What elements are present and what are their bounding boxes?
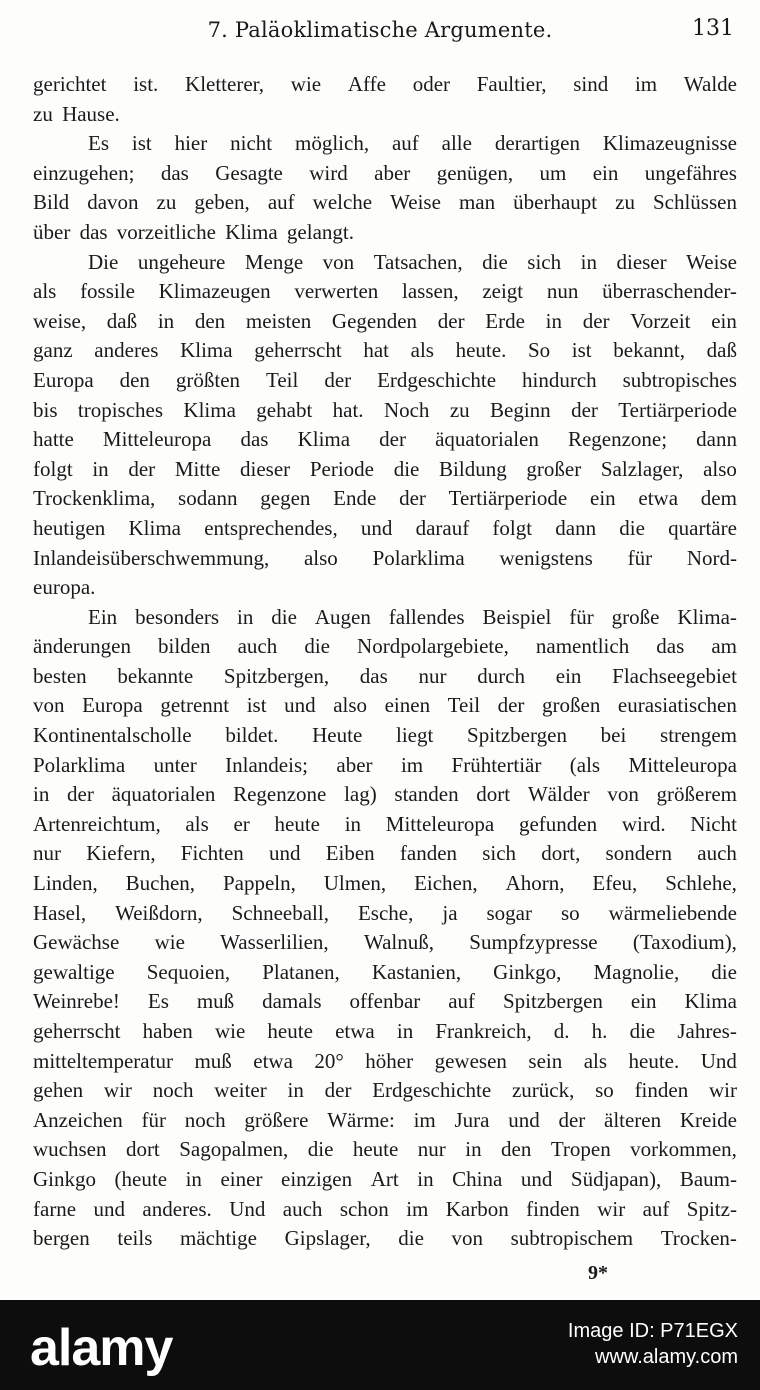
text-line: in der äquatorialen Regenzone lag) standen dort Wälder von größerem xyxy=(33,782,737,807)
body-text xyxy=(33,70,737,1254)
text-line: Die ungeheure Menge von Tatsachen, die sich in dieser Weise xyxy=(88,249,737,274)
text-line: von Europa getrennt ist und also einen Teil der großen eurasiatischen xyxy=(33,693,737,718)
text-line: Gewächse wie Wasserlilien, Walnuß, Sumpfzypresse (Taxodium), xyxy=(33,930,737,955)
text-line: geherrscht haben wie heute etwa in Frankreich, d. h. die Jahres- xyxy=(33,1019,737,1043)
brand-logo: alamy xyxy=(30,1319,173,1377)
text-line: bis tropisches Klima gehabt hat. Noch zu Beginn der Tertiärperiode xyxy=(33,397,737,422)
text-line: ganz anderes Klima geherrscht hat als heute. So ist bekannt, daß xyxy=(33,338,737,363)
text-line: Europa den größten Teil der Erdgeschichte hindurch subtropisches xyxy=(33,367,737,392)
text-line: wuchsen dort Sagopalmen, die heute nur in den Tropen vorkommen, xyxy=(33,1137,737,1162)
text-line: Bild davon zu geben, auf welche Weise man überhaupt zu Schlüssen xyxy=(33,190,737,215)
text-line: Trockenklima, sodann gegen Ende der Tertiärperiode ein etwa dem xyxy=(33,486,737,511)
text-line: Ginkgo (heute in einer einzigen Art in China und Südjapan), Baum- xyxy=(33,1166,737,1191)
text-line: besten bekannte Spitzbergen, das nur durch ein Flachseegebiet xyxy=(33,663,737,688)
text-line: Es ist hier nicht möglich, auf alle derartigen Klimazeugnisse xyxy=(88,131,737,156)
text-line: hatte Mitteleuropa das Klima der äquatorialen Regenzone; dann xyxy=(33,427,737,452)
site-url: www.alamy.com xyxy=(595,1346,738,1368)
page-number: 131 xyxy=(692,16,734,41)
watermark-footer xyxy=(0,1300,760,1390)
text-line: europa. xyxy=(33,575,96,600)
text-line: bergen teils mächtige Gipslager, die von subtropischem Trocken- xyxy=(33,1226,737,1251)
page-header xyxy=(0,14,760,48)
text-line: gehen wir noch weiter in der Erdgeschichte zurück, so finden wir xyxy=(33,1078,737,1103)
text-line: einzugehen; das Gesagte wird aber genügen, um ein ungefähres xyxy=(33,160,737,185)
text-line: Weinrebe! Es muß damals offenbar auf Spitzbergen ein Klima xyxy=(33,989,737,1014)
text-line: Linden, Buchen, Pappeln, Ulmen, Eichen, Ahorn, Efeu, Schlehe, xyxy=(33,871,737,896)
signature-mark: 9* xyxy=(588,1262,608,1284)
text-line: Kontinentalscholle bildet. Heute liegt Spitzbergen bei strengem xyxy=(33,723,737,748)
text-line: änderungen bilden auch die Nordpolargebiete, namentlich das am xyxy=(33,634,737,659)
text-line: Polarklima unter Inlandeis; aber im Frühtertiär (als Mitteleuropa xyxy=(33,752,737,777)
text-line: farne und anderes. Und auch schon im Karbon finden wir auf Spitz- xyxy=(33,1196,737,1221)
text-line: folgt in der Mitte dieser Periode die Bildung großer Salzlager, also xyxy=(33,456,737,481)
footer-info xyxy=(568,1318,738,1370)
text-line: Anzeichen für noch größere Wärme: im Jura und der älteren Kreide xyxy=(33,1107,737,1132)
text-line: gewaltige Sequoien, Platanen, Kastanien, Ginkgo, Magnolie, die xyxy=(33,959,737,984)
text-line: Hasel, Weißdorn, Schneeball, Esche, ja sogar so wärmeliebende xyxy=(33,900,737,925)
text-line: weise, daß in den meisten Gegenden der Erde in der Vorzeit ein xyxy=(33,308,737,333)
text-line: zu Hause. xyxy=(33,101,120,126)
text-line: nur Kiefern, Fichten und Eiben fanden sich dort, sondern auch xyxy=(33,841,737,866)
text-line: mitteltemperatur muß etwa 20° höher gewesen sein als heute. Und xyxy=(33,1048,737,1073)
text-line: Ein besonders in die Augen fallendes Beispiel für große Klima- xyxy=(88,604,737,629)
text-line: gerichtet ist. Kletterer, wie Affe oder Faultier, sind im Walde xyxy=(33,72,737,96)
running-head: 7. Paläoklimatische Argumente. xyxy=(207,18,553,42)
image-id-label: Image ID: P71EGX xyxy=(567,1320,738,1342)
text-line: über das vorzeitliche Klima gelangt. xyxy=(33,219,354,244)
text-line: Artenreichtum, als er heute in Mitteleuropa gefunden wird. Nicht xyxy=(33,811,737,836)
text-line: Inlandeisüberschwemmung, also Polarklima wenigstens für Nord- xyxy=(33,545,737,570)
text-line: als fossile Klimazeugen verwerten lassen, zeigt nun überraschender- xyxy=(33,279,737,304)
text-line: heutigen Klima entsprechendes, und darauf folgt dann die quartäre xyxy=(33,515,737,540)
